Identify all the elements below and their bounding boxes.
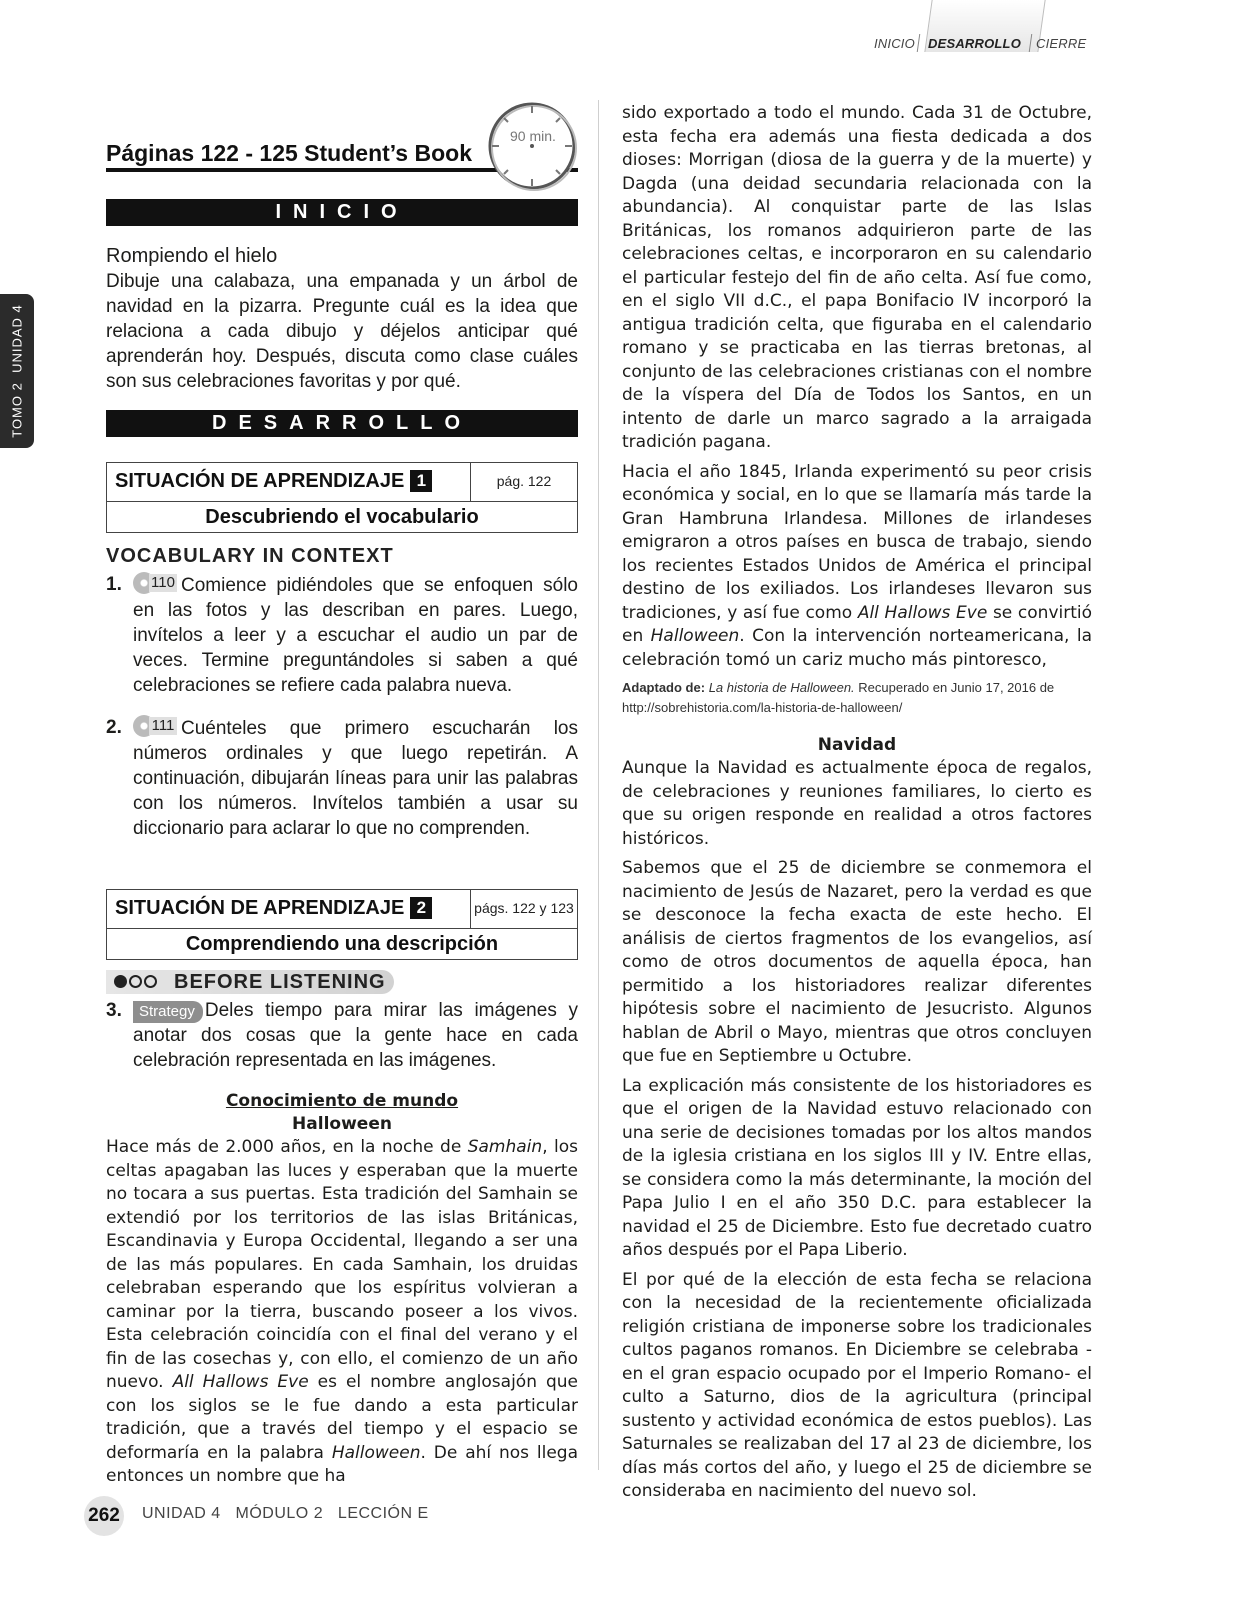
tab-desarrollo: DESARROLLO: [928, 36, 1021, 51]
navidad-paragraph-4: El por qué de la elección de esta fecha se relaciona con la necesidad de la recientemente oficializada religión cristiana de imponerse sobre los tradicionales cultos paganos romanos. En Diciembre se celebraba -en el gran espacio ocupado por el Imperio Romano- el culto a Saturno, dios de la agricultura (principal sustento y actividad económica de estos pueblos). Las Saturnales se realizaban del 17 al 23 de diciembre, los días más cortos del año, y luego el 25 de diciembre se consideraba en nacimiento del nuevo sol.: [622, 1269, 1092, 1501]
halloween-paragraph: Hace más de 2.000 años, en la noche de Samhain, los celtas apagaban las luces y esperaban que la muerte no tocara a sus puertas. Esta tradición del Samhain se extendió por los territorios de las islas Británicas, Escandinavia y Europa Occidental, llegando a ser una de las más populares. En cada Samhain, los druidas celebraban esperando que los espíritus volvieran a caminar por la tierra, buscando poseer a los vivos. Esta celebración coincidía con el final del verano y el fin de las cosechas y, con ello, el comienzo de un año nuevo. All Hallows Eve es el nombre anglosajón que con los siglos se le fue dando a esta particular tradición, que a través del tiempo y el espacio se deformaría en la palabra Halloween. De ahí nos llega entonces un nombre que ha: [106, 1137, 578, 1486]
audio-cd-icon: [133, 715, 177, 737]
situacion-1-label: SITUACIÓN DE APRENDIZAJE 1: [115, 470, 432, 493]
audio-cd-icon: [133, 572, 177, 594]
timer-clock-icon: [486, 100, 578, 192]
right-column: [622, 102, 1092, 1504]
conocimiento-heading: Conocimiento de mundo: [225, 1091, 459, 1111]
situacion-1-page: pág. 122: [470, 463, 577, 501]
list-item: [106, 998, 578, 1073]
situacion-1-number: 1: [410, 470, 432, 492]
item-text: Deles tiempo para mirar las imágenes y anotar dos cosas que la gente hace en cada celebración representada en las imágenes.: [133, 1000, 578, 1071]
item-number: 1.: [106, 574, 122, 595]
situacion-2-subtitle: Comprendiendo una descripción: [185, 933, 499, 955]
situacion-1-box: [106, 462, 578, 533]
side-tab: [0, 294, 34, 448]
strategy-badge: Strategy: [133, 1001, 203, 1023]
halloween-heading: Halloween: [292, 1114, 392, 1134]
source-citation: Adaptado de: La historia de Halloween. Recuperado en Junio 17, 2016 de http://sobrehistoria.com/la-historia-de-halloween/: [622, 680, 1055, 715]
item-number: 3.: [106, 1000, 122, 1021]
halloween-paragraph-continued: sido exportado a todo el mundo. Cada 31 de Octubre, esta fecha era además una fiesta dedicada a dos dioses: Morrigan (diosa de la guerra y de la muerte) y Dagda (una deidad secundaria relacionada con la abundancia). Al conquistar parte de las Islas Británicas, los romanos adquirieron parte de las celebraciones celtas, e incorporaron en su calendario el particular festejo del fin de año celta. Así fue como, en el siglo VII d.C., el papa Bonifacio IV incorporó la antigua tradición celta, que figuraba en el calendario romano y se practicaba en las tierras bretonas, al conjunto de las celebraciones cristianas con el nombre de la víspera del Día de Todos los Santos, en un intento de darle un marco sagrado a la arraigada tradición pagana.: [622, 103, 1092, 452]
before-listening-bar: [106, 970, 394, 994]
side-tab-label: TOMO 2 UNIDAD 4: [9, 304, 25, 438]
level-dots-icon: [114, 975, 159, 993]
footer-text: UNIDAD 4 MÓDULO 2 LECCIÓN E: [142, 1505, 429, 1522]
list-item: [106, 572, 578, 698]
track-number: 110: [149, 574, 177, 592]
inicio-section: [106, 243, 578, 394]
column-divider: [598, 100, 599, 1470]
item-text: Comience pidiéndoles que se enfoquen sólo en las fotos y las describan en pares. Luego, invítelos a leer y a escuchar el audio un par de veces. Termine preguntándoles si saben a qué celebraciones se refiere cada palabra nueva.: [133, 575, 578, 696]
tab-separator: [917, 34, 921, 52]
inicio-heading: Rompiendo el hielo: [106, 245, 278, 267]
page-number: 262: [84, 1496, 124, 1536]
inicio-bar: INICIO: [106, 199, 578, 226]
navidad-heading: Navidad: [817, 735, 897, 755]
list-item: [106, 715, 578, 841]
conocimiento-section: [106, 1090, 578, 1489]
halloween-paragraph-2: Hacia el año 1845, Irlanda experimentó su peor crisis económica y social, en lo que se llamaría más tarde la Gran Hambruna Irlandesa. Millones de irlandeses emigraron a otros países en busca de trabajo, siendo los recientes Estados Unidos de América el principal destino de los exiliados. Los irlandeses llevaron sus tradiciones, y así fue como All Hallows Eve se convirtió en Halloween. Con la intervención norteamericana, la celebración tomó un cariz mucho más pintoresco,: [622, 461, 1093, 670]
tab-cierre: CIERRE: [1036, 36, 1087, 51]
section-tabs: [868, 0, 1128, 56]
situacion-2-page: págs. 122 y 123: [470, 890, 577, 928]
before-listening-label: BEFORE LISTENING: [174, 971, 386, 993]
track-number: 111: [149, 717, 177, 735]
inicio-text: Dibuje una calabaza, una empanada y un árbol de navidad en la pizarra. Pregunte cuál es la idea que relaciona a cada dibujo y déjelos anticipar qué aprenderán hoy. Después, discuta como clase cuáles son sus celebraciones favoritas y por qué.: [106, 271, 578, 392]
tab-inicio: INICIO: [874, 36, 915, 51]
item-number: 2.: [106, 717, 122, 738]
item-text: Cuénteles que primero escucharán los números ordinales y que luego repetirán. A continuación, dibujarán líneas para unir las palabras con los números. Invítelos también a usar su diccionario para aclarar lo que no comprenden.: [133, 718, 578, 839]
navidad-paragraph-3: La explicación más consistente de los historiadores es que el origen de la Navidad estuvo relacionado con una serie de decisiones tomadas por los altos mandos de la iglesia cristiana en los siglos III y IV. Entre ellas, se considera como la más determinante, la moción del Papa Julio I en el año 350 D.C. para establecer la navidad el 25 de Diciembre. Esto fue decretado cuatro años después por el Papa Liberio.: [622, 1075, 1092, 1260]
navidad-paragraph-2: Sabemos que el 25 de diciembre se conmemora el nacimiento de Jesús de Nazaret, pero la verdad es que se desconoce la fecha exacta de este hecho. El análisis de ciertos fragmentos de los evangelios, así como de otros documentos de aquella época, han permitido a los historiadores realizar diferentes hipótesis sobre el nacimiento de Jesucristo. Algunos hablan de Abril o Mayo, mientras que otros concluyen que fue en Septiembre u Octubre.: [622, 858, 1092, 1066]
desarrollo-bar: DESARROLLO: [106, 410, 578, 437]
situacion-1-subtitle: Descubriendo el vocabulario: [205, 506, 479, 528]
navidad-paragraph-1: Aunque la Navidad es actualmente época de regalos, de celebraciones y reuniones familiares, lo cierto es que su origen responde en realidad a otros factores históricos.: [622, 758, 1092, 849]
page-title: Páginas 122 - 125 Student’s Book: [106, 140, 472, 166]
situacion-2-box: [106, 889, 578, 960]
vocab-heading: VOCABULARY IN CONTEXT: [106, 545, 394, 567]
timer-label: 90 min.: [510, 128, 556, 144]
situacion-2-label: SITUACIÓN DE APRENDIZAJE 2: [115, 897, 432, 920]
situacion-2-number: 2: [410, 897, 432, 919]
